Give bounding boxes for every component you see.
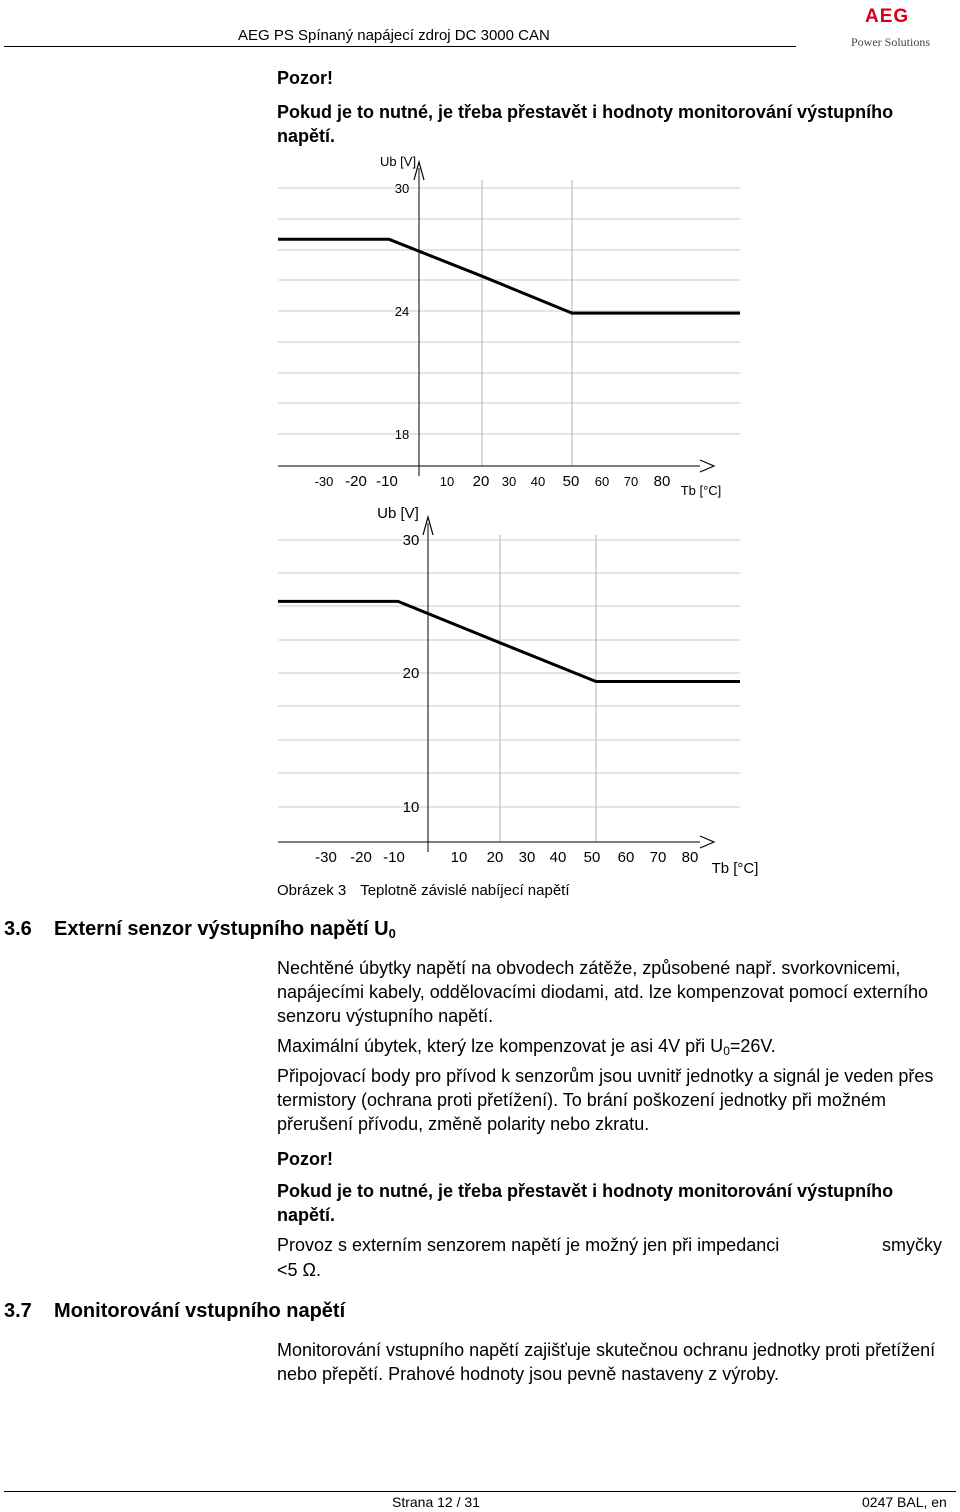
y-tick-label: 24 [394,304,410,319]
section-3-6-p1: Nechtěné úbytky napětí na obvodech zátěže, způsobené např. svorkovnicemi, napájecími kabely, oddělovacími diodami, atd. lze kompenzovat pomocí externího senzoru výstupního napětí. [277,958,929,1026]
x-tick-label: 80 [653,473,671,490]
x-tick-label: 60 [594,474,610,489]
section-3-7-heading [4,1300,345,1323]
x-tick-label: 70 [649,849,667,866]
y-tick-label: 10 [402,799,420,816]
y-tick-label: 30 [402,532,420,549]
section-3-6-p4-b: smyčky [882,1235,942,1255]
x-axis-label: Tb [°C] [680,483,722,498]
y-tick-label: 30 [394,181,410,196]
section-3-6-p2 [277,1034,955,1063]
section-3-7-p1: Monitorování vstupního napětí zajišťuje skutečnou ochranu jednotky proti přetížení nebo přepětí. Prahové hodnoty jsou pevně nastaveny z výroby. [277,1340,936,1384]
x-tick-label: -10 [376,473,398,490]
x-tick-label: 20 [472,473,490,490]
figure-caption [277,882,570,899]
footer-page: Strana 12 / 31 [392,1494,480,1510]
section-3-6-heading [4,918,396,941]
x-tick-label: 10 [450,849,468,866]
warning-top-text: Pokud je to nutné, je třeba přestavět i hodnoty monitorování výstupního napětí. [277,102,894,146]
x-tick-label: 30 [501,474,517,489]
section-3-6-title-sub: 0 [388,926,396,941]
footer-divider [4,1491,956,1492]
y-axis-label: Ub [V] [379,154,417,169]
logo-subtitle: Power Solutions [851,35,931,49]
section-3-6-p3: Připojovací body pro přívod k senzorům jsou uvnitř jednotky a signál je veden přes termistory (ochrana proti přetížení). To brání poškození jednotky při možném přerušení přívodu, změně polarity nebo zkratu. [277,1066,934,1134]
x-tick-label: -20 [350,849,372,866]
section-3-7-title: Monitorování vstupního napětí [54,1300,346,1322]
section-3-6-p4-c: <5 Ω. [277,1260,321,1280]
x-tick-label: 40 [530,474,546,489]
section-3-6-warning-text: Pokud je to nutné, je třeba přestavět i hodnoty monitorování výstupního napětí. [277,1181,894,1225]
figure-caption-label: Obrázek 3 [277,882,347,899]
x-tick-label: -30 [315,849,337,866]
chart-2 [278,505,758,877]
x-tick-label: -20 [345,473,367,490]
section-3-6-warning-label: Pozor! [277,1149,333,1169]
chart-1 [278,154,740,498]
x-axis-arrow [700,836,714,848]
section-3-6-p4 [277,1233,955,1257]
x-tick-label: 40 [549,849,567,866]
warning-top-label: Pozor! [277,68,333,88]
x-tick-label: 60 [617,849,635,866]
x-tick-label: 20 [486,849,504,866]
x-axis-arrow [700,460,714,472]
section-3-6-title: Externí senzor výstupního napětí U [54,918,389,940]
section-3-6-p2-b: =26V. [729,1036,776,1056]
section-3-6-p2-a: Maximální úbytek, který lze kompenzovat je asi 4V při U [277,1036,724,1056]
x-tick-label: -30 [314,474,334,489]
section-3-7-number: 3.7 [4,1300,32,1322]
section-3-6-p2-sub: 0 [723,1044,730,1058]
y-tick-label: 20 [402,665,420,682]
y-axis-label: Ub [V] [377,505,419,522]
footer-doc-id: 0247 BAL, en [862,1494,947,1510]
y-tick-label: 18 [394,427,410,442]
section-3-6-number: 3.6 [4,918,32,940]
section-3-6-p4-a: Provoz s externím senzorem napětí je možný jen při impedanci [277,1235,780,1255]
x-tick-label: 80 [681,849,699,866]
logo-brand: AEG [865,6,910,27]
x-axis-label: Tb [°C] [711,860,759,877]
x-tick-label: 30 [518,849,536,866]
x-tick-label: 50 [583,849,601,866]
x-tick-label: 70 [623,474,639,489]
x-tick-label: 10 [439,474,455,489]
series-line-ub [278,601,740,681]
x-tick-label: 50 [562,473,580,490]
x-tick-label: -10 [383,849,405,866]
figure-caption-text: Teplotně závislé nabíjecí napětí [360,882,570,899]
header-title: AEG PS Spínaný napájecí zdroj DC 3000 CAN [238,27,550,44]
